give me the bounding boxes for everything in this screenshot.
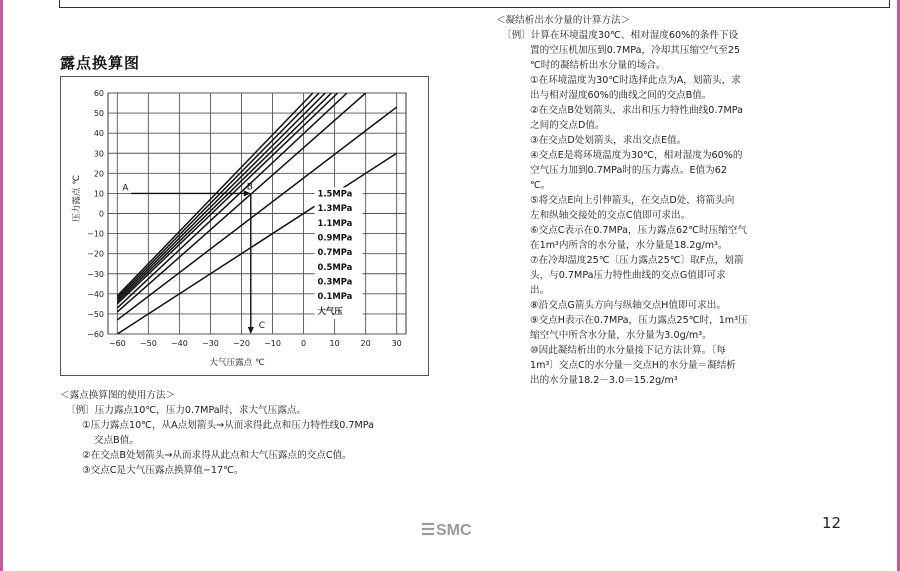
calc-line: 出的水分量18.2－3.0＝15.2g/m³ — [530, 375, 678, 386]
calc-line: ⑩因此凝结析出的水分量接下记方法计算。〔每 — [530, 345, 726, 356]
calc-line: 置的空压机加压到0.7MPa，冷却其压缩空气至25 — [530, 45, 741, 56]
calc-line: ⑨交点H表示在0.7MPa，压力露点25℃时，1m³压 — [530, 315, 748, 326]
x-tick-label: 0 — [301, 339, 307, 348]
y-tick-label: 60 — [93, 89, 104, 98]
calc-line: 头，与0.7MPa压力特性曲线的交点G值即可求 — [530, 270, 726, 281]
calc-line: 出。 — [530, 285, 550, 296]
series-label: 0.7MPa — [317, 247, 353, 258]
calc-line: ⑧沿交点G箭头方向与纵轴交点H值即可求出。 — [530, 300, 726, 311]
x-tick-label: 20 — [360, 339, 371, 348]
series-label: 1.3MPa — [317, 203, 353, 214]
y-tick-label: −40 — [87, 289, 104, 299]
calc-line: 缩空气中所含水分量，水分量为3.0g/m³。 — [530, 330, 712, 341]
calc-line: ℃。 — [530, 180, 551, 191]
page-edge-left — [0, 0, 3, 571]
x-tick-label: −10 — [264, 339, 281, 348]
calc-line: 空气压力加到0.7MPa时的压力露点。E值为62 — [530, 165, 727, 176]
calc-line: ℃时的凝结析出水分量的场合。 — [530, 60, 666, 71]
calc-line: ⑥交点C表示在0.7MPa，压力露点62℃时压缩空气 — [530, 225, 747, 236]
calc-line: ④交点E是将环境温度为30℃，相对湿度为60%的 — [530, 150, 743, 161]
usage-line: ②在交点B处划箭头→从而求得从此点和大气压露点的交点C值。 — [82, 450, 352, 461]
calc-line: 在1m³内所含的水分量，水分量是18.2g/m³。 — [530, 240, 728, 251]
y-tick-label: −30 — [87, 269, 104, 279]
y-tick-label: −20 — [87, 249, 104, 259]
x-tick-label: −50 — [139, 339, 157, 348]
calc-line: 1m³〕交点C的水分量－交点H的水分量＝凝结析 — [530, 360, 736, 371]
x-axis-label: 大气压露点 ℃ — [209, 358, 265, 368]
x-tick-label: −20 — [233, 339, 250, 348]
series-label: 1.1MPa — [317, 217, 353, 228]
smc-logo — [420, 518, 482, 540]
x-tick-label: 30 — [391, 339, 402, 348]
x-tick-label: −40 — [170, 339, 188, 348]
usage-line: 〔例〕压力露点10℃，压力0.7MPa时，求大气压露点。 — [66, 405, 307, 416]
calc-line: ②在交点B处划箭头，求出和压力特性曲线0.7MPa — [530, 105, 744, 116]
x-tick-label: −60 — [108, 339, 126, 348]
calc-line: 左和纵轴交接处的交点C值即可求出。 — [530, 210, 691, 221]
series-label: 0.5MPa — [317, 261, 353, 272]
calc-line: ⑤将交点E向上引伸箭头，在交点D处，将箭头向 — [530, 195, 735, 206]
y-tick-label: 10 — [93, 189, 104, 199]
y-tick-label: 40 — [93, 129, 104, 139]
y-tick-label: 50 — [93, 109, 104, 119]
usage-line: ③交点C是大气压露点换算值−17℃。 — [82, 465, 244, 476]
annotation-c: C — [258, 321, 266, 331]
calc-line: ①在环境温度为30℃时选择此点为A，划箭头，求 — [530, 75, 741, 86]
page-number: 12 — [822, 514, 842, 532]
y-tick-label: −60 — [87, 330, 104, 339]
calc-line: ⑦在冷却温度25℃〔压力露点25℃〕取F点，划箭 — [530, 255, 744, 266]
usage-header: ＜露点换算图的使用方法＞ — [60, 390, 176, 401]
calc-section — [496, 13, 786, 388]
y-tick-label: 0 — [98, 209, 104, 219]
usage-line: ①压力露点10℃，从A点划箭头→从而求得此点和压力特性线0.7MPa — [82, 420, 375, 431]
series-label: 1.5MPa — [317, 188, 353, 199]
top-border-box — [59, 0, 890, 8]
dew-point-chart — [61, 77, 430, 377]
usage-line: 交点B值。 — [94, 435, 139, 446]
y-tick-label: 30 — [93, 149, 104, 159]
calc-line: 之间的交点D值。 — [530, 120, 605, 131]
annotation-a: A — [122, 183, 129, 194]
dew-point-chart-frame — [60, 76, 429, 376]
y-tick-label: −10 — [87, 229, 104, 239]
series-label: 大气压 — [317, 305, 343, 316]
logo-text: SMC — [436, 522, 472, 539]
calc-line: ③在交点D处划箭头，求出交点E值。 — [530, 135, 687, 146]
annotation-b: B — [246, 182, 253, 193]
series-label: 0.9MPa — [317, 232, 353, 243]
y-axis-label: 压力露点 ℃ — [72, 175, 82, 222]
page-title: 露点换算图 — [60, 54, 141, 72]
usage-section — [60, 388, 440, 478]
series-label: 0.3MPa — [317, 276, 353, 287]
x-tick-label: 10 — [329, 339, 340, 348]
series-label: 0.1MPa — [317, 291, 353, 302]
calc-header: ＜凝结析出水分量的计算方法＞ — [496, 15, 631, 26]
y-tick-label: −50 — [87, 309, 104, 319]
y-tick-label: 20 — [93, 169, 104, 179]
calc-line: 〔例〕计算在环境温度30℃、相对湿度60%的条件下设 — [502, 30, 739, 41]
calc-line: 出与相对湿度60%的曲线之间的交点B值。 — [530, 90, 712, 101]
x-tick-label: −30 — [201, 339, 219, 348]
